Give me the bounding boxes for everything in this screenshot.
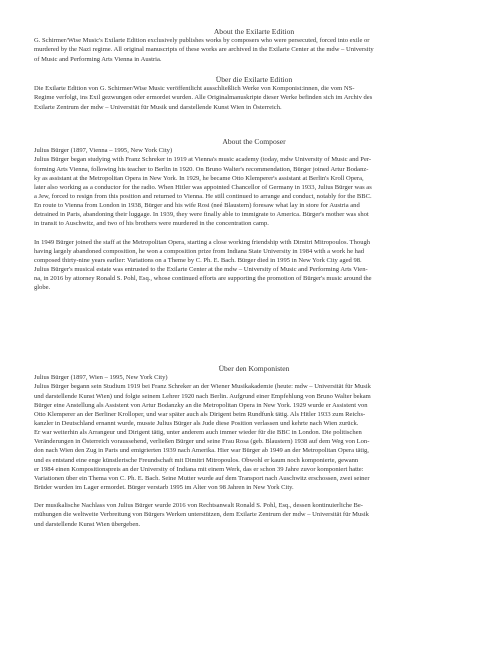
composer-en-heading: About the Composer [222,137,286,146]
text-line: In 1949 Bürger joined the staff at the Metropolitan Opera, starting a close working friendship with Dimitri Mitropoulos. Though [34,238,371,246]
composer-en-section [34,137,474,293]
text-line: in transit to Auschwitz, and two of his brothers were murdered in the concentration camp. [34,220,269,228]
text-line: Exilarte Zentrum der mdw – Universität für Musik und darstellende Kunst Wien in Österreich. [34,103,282,111]
text-line: Variationen über ein Thema von C. Ph. E. Bach. Seine Mutter wurde auf dem Transport nach Auschwitz erschossen, zwei seiner [34,474,370,482]
text-line: Julius Bürger (1897, Vienna – 1995, New York City) [34,147,173,155]
text-line: Die Exilarte Edition von G. Schirmer/Wise Music veröffentlicht ausschließlich Werke von Komponist:innen, die vom NS- [34,85,355,93]
text-line: of Music and Performing Arts Vienna in Austria. [34,55,162,63]
exilarte-de-heading: Über die Exilarte Edition [215,75,293,84]
text-line: na, in 2016 by attorney Ronald S. Pohl, Esq., whose continued efforts are supporting the promotion of Bürger's music around the [34,275,372,283]
text-line: Julius Bürger (1897, Wien – 1995, New York City) [34,374,168,382]
text-line: ky as assistant at the Metropolitan Opera in New York. In 1929, he became Otto Klemperer's assistant at Berlin's Kroll Opera, [34,174,364,182]
text-line: later also working as a conductor for the radio. When Hitler was appointed Chancellor of Germany in 1933, Julius Bürger was as [34,183,372,191]
text-line: don nach Wien den Zug in Paris und emigrierten 1939 nach Amerika. Hier war Bürger ab 1949 an der Metropolitan Opera tätig, [34,447,369,455]
text-line: Der musikalische Nachlass von Julius Bürger wurde 2016 von Rechtsanwalt Ronald S. Pohl, Esq., dessen kontinuierliche Be- [34,502,363,510]
text-line: G. Schirmer/Wise Music's Exilarte Edition exclusively publishes works by composers who were persecuted, forced into exile or [34,37,370,45]
composer-en-paragraph-2 [34,238,474,293]
text-line: En route to Vienna from London in 1938, Bürger and his wife Rosi (neé Blaustern) foresaw what lay in store for Austria and [34,202,360,210]
text-line: kanzler in Deutschland ernannt wurde, musste Julius Bürger als Jude diese Position verlassen und kehrte nach Wien zurück. [34,419,359,427]
text-line: Julius Bürger began studying with Franz Schreker in 1919 at Vienna's music academy (today, mdw University of Music and Per- [34,156,372,164]
text-line: Regime verfolgt, ins Exil gezwungen oder ermordet wurden. Alle Originalmanuskripte dieser Werke befinden sich im Archiv des [34,94,373,102]
text-line: Otto Klemperer an der Berliner Krolloper, und war später auch als Dirigent beim Rundfunk tätig. Als Hitler 1933 zum Reichs- [34,410,366,418]
text-line: er 1984 einen Kompositionspreis an der University of Indiana mit einem Werk, das er schon 39 Jahre zuvor komponiert hatte: [34,465,364,473]
composer-de-paragraph-2 [34,501,474,528]
text-line: Bürger eine Anstellung als Assistent von Artur Bodanzky an die Metropolitan Opera in New York. 1929 wurde er Assistent von [34,401,368,409]
text-line: globe. [34,284,51,292]
text-line: Er war weiterhin als Arrangeur und Dirigent tätig, unter anderem auch immer wieder für die BBC in London. Die politischen [34,429,362,437]
text-line: a Jew, forced to resign from this position and returned to Vienna. He still continued to arrange and conduct, notably for the BBC. [34,192,372,200]
text-line: composed thirty-nine years earlier: Variations on a Theme by C. Ph. E. Bach. Bürger died in 1995 in New York City aged 98. [34,256,362,264]
text-line: mühungen die weltweite Verbreitung von Bürgers Werken unterstützen, dem Exilarte Zentrum der mdw – Universität für Musik [34,511,369,519]
composer-de-paragraph [34,373,474,492]
composer-en-paragraph [34,146,474,228]
text-line: und es entstand eine enge künstlerische Freundschaft mit Dimitri Mitropoulos. Obwohl er kaum noch komponierte, gewann [34,456,359,464]
exilarte-en-section [34,27,474,64]
composer-de-section [34,364,474,529]
text-line: und darstellende Kunst Wien) und folgte seinem Lehrer 1920 nach Berlin. Aufgrund einer Empfehlung von Bruno Walter bekam [34,392,371,400]
exilarte-en-heading: About the Exilarte Edition [213,27,295,36]
text-line: Brüder wurden im Lager ermordet. Bürger verstarb 1995 im Alter von 98 Jahren in New York City. [34,484,294,492]
text-line: Veränderungen in Österreich voraussehend, verließen Bürger und seine Frau Rosa (geb. Blaustern) 1938 auf dem Weg von Lon- [34,438,370,446]
text-line: having largely abandoned composition, he won a composition prize from Indiana State University in 1984 with a work he had [34,247,365,255]
exilarte-de-section [34,75,474,112]
composer-de-heading: Über den Komponisten [218,364,290,373]
text-line: murdered by the Nazi regime. All original manuscripts of these works are archived in the Exilarte Center at the mdw – University [34,46,374,54]
text-line: Julius Bürger begann sein Studium 1919 bei Franz Schreker an der Wiener Musikakademie (heute: mdw – Universität für Musik [34,383,371,391]
exilarte-de-paragraph [34,84,474,111]
text-line: Julius Bürger's musical estate was entrusted to the Exilarte Center at the mdw – University of Music and Performing Arts Vien- [34,266,368,274]
exilarte-en-paragraph [34,36,474,63]
text-line: forming Arts Vienna, following his teacher to Berlin in 1920. On Bruno Walter's recommendation, Bürger joined Artur Bodanz- [34,165,369,173]
text-line: detrained in Paris, abandoning their luggage. In 1939, they were finally able to immigrate to America. Bürger's mother was shot [34,211,369,219]
text-line: und darstellende Kunst Wien übergeben. [34,520,141,528]
